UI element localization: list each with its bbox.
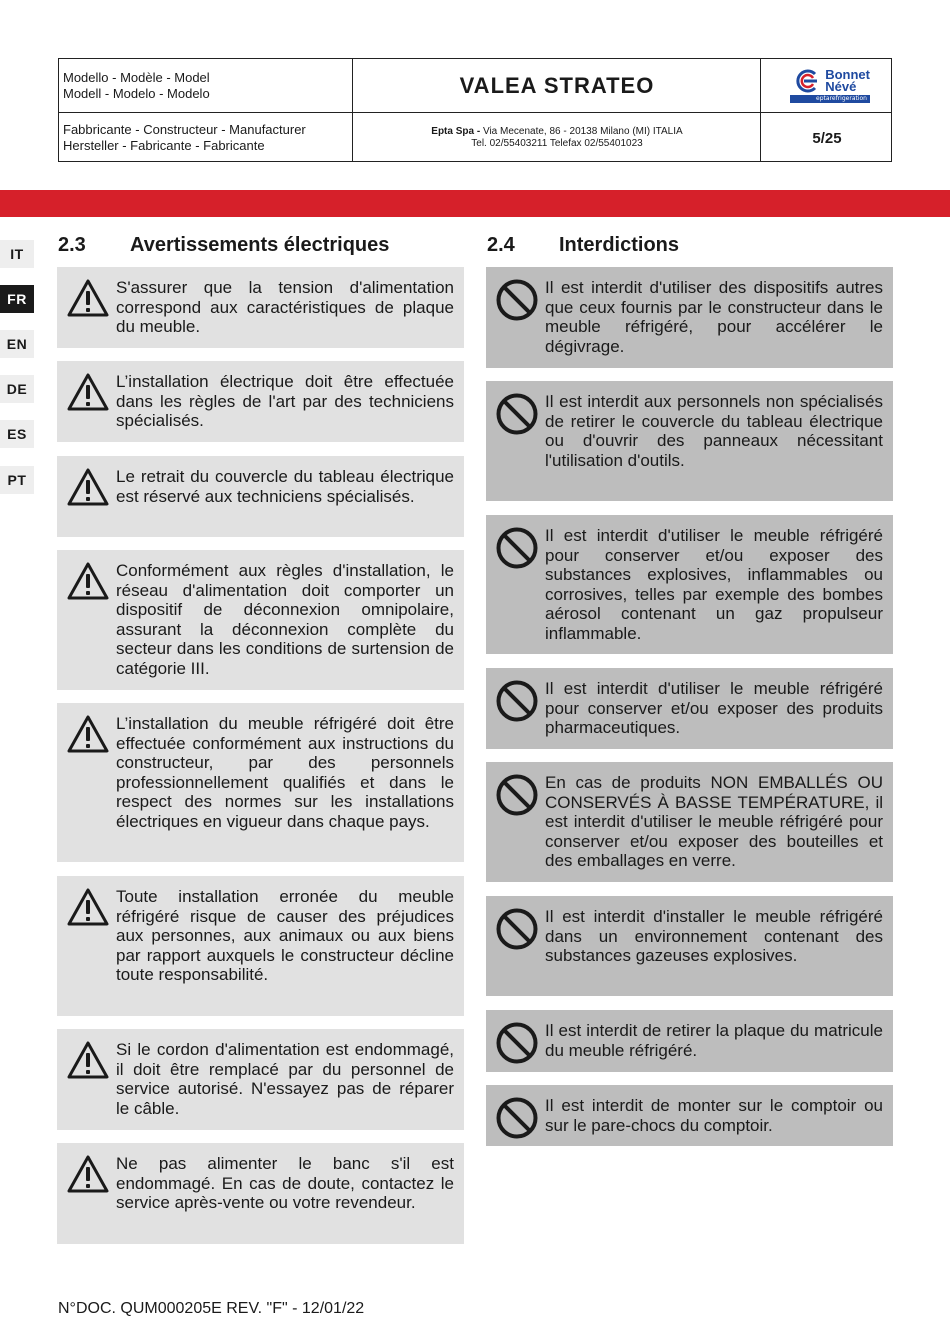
ban-item [486, 1085, 893, 1146]
warning-text: Toute installation erronée du meuble réfrigéré risque de causer des préjudices aux personnes, aux animaux ou aux biens par rapport auxquels le constructeur décline toute responsabilité. [116, 887, 454, 984]
section-heading-bans [487, 234, 679, 257]
logo-tagline: eptarefrigeration [790, 95, 870, 103]
section-title: Interdictions [559, 234, 680, 256]
warning-triangle-icon [66, 278, 110, 318]
accent-band [0, 190, 950, 217]
warning-triangle-icon [66, 467, 110, 507]
warning-item [57, 267, 464, 348]
warning-triangle-icon [66, 1040, 110, 1080]
warning-text: L’installation du meuble réfrigéré doit être effectuée conformément aux instructions du constructeur, par des personnels professionnellement qualifiés et dans le respect des normes sur les installations électriques en vigueur dans chaque pays. [116, 714, 454, 831]
section-heading-warnings [58, 234, 389, 257]
prohibited-icon [495, 278, 539, 322]
warning-triangle-icon [66, 1154, 110, 1194]
prohibited-icon [495, 907, 539, 951]
warning-triangle-icon [66, 561, 110, 601]
prohibited-icon [495, 1096, 539, 1140]
manufacturer-address: Via Mecenate, 86 - 20138 Milano (MI) ITALIA [482, 126, 683, 137]
manufacturer-contact: Tel. 02/55403211 Telefax 02/55401023 [471, 138, 643, 149]
lang-tab-pt[interactable]: PT [0, 466, 34, 494]
section-number: 2.4 [487, 234, 515, 256]
page-number-cell [761, 113, 893, 163]
warning-item [57, 703, 464, 862]
ban-text: En cas de produits NON EMBALLÉS OU CONSERVÉS À BASSE TEMPÉRATURE, il est interdit d'utiliser le meuble réfrigéré pour conserver et/ou exposer des bouteilles et des emballages en verre. [545, 773, 883, 870]
section-number: 2.3 [58, 234, 86, 256]
warning-text: Conformément aux règles d'installation, le réseau d'alimentation doit comporter un dispositif de déconnexion omnipolaire, assurant la déconnexion complète du secteur dans les conditions de surtension de catégorie III. [116, 561, 454, 678]
ban-text: Il est interdit de monter sur le comptoir ou sur le pare-chocs du comptoir. [545, 1096, 883, 1135]
warning-item [57, 456, 464, 537]
ban-item [486, 1010, 893, 1072]
ban-text: Il est interdit d'utiliser des dispositifs autres que ceux fournis par le constructeur dans le meuble réfrigéré, pour accélérer le dégivrage. [545, 278, 883, 356]
logo-line1: Bonnet [825, 66, 870, 82]
document-header [58, 58, 892, 162]
manufacturer-name: Epta Spa - [431, 126, 481, 137]
section-title: Avertissements électriques [130, 234, 390, 256]
prohibited-icon [495, 526, 539, 570]
ban-text: Il est interdit de retirer la plaque du matricule du meuble réfrigéré. [545, 1021, 883, 1060]
model-name: VALEA STRATEO [459, 72, 655, 98]
warning-text: Le retrait du couvercle du tableau électrique est réservé aux techniciens spécialisés. [116, 467, 454, 506]
warning-text: Ne pas alimenter le banc s'il est endommagé. En cas de doute, contactez le service après-vente ou votre revendeur. [116, 1154, 454, 1212]
warning-item [57, 1143, 464, 1244]
prohibited-icon [495, 392, 539, 436]
lang-tab-fr[interactable]: FR [0, 285, 34, 313]
warning-item [57, 361, 464, 442]
ban-item [486, 762, 893, 882]
warning-triangle-icon [66, 372, 110, 412]
page-number: 5/25 [812, 129, 842, 147]
warning-item [57, 876, 464, 1016]
ban-text: Il est interdit aux personnels non spécialisés de retirer le couvercle du tableau électrique ou d'ouvrir des panneaux nécessitant l'utilisation d'outils. [545, 392, 883, 470]
manufacturer-label-line: Hersteller - Fabricante - Fabricante [63, 138, 265, 153]
ban-item [486, 381, 893, 501]
bonnet-neve-logo-icon [795, 69, 821, 93]
manufacturer-info [353, 113, 761, 163]
warning-item [57, 1029, 464, 1130]
warning-text: S'assurer que la tension d'alimentation correspond aux caractéristiques de plaque du meuble. [116, 278, 454, 336]
manufacturer-label-line: Fabbricante - Constructeur - Manufacturer [63, 122, 306, 137]
brand-logo [761, 59, 893, 112]
prohibited-icon [495, 679, 539, 723]
ban-text: Il est interdit d'utiliser le meuble réfrigéré pour conserver et/ou exposer des produits pharmaceutiques. [545, 679, 883, 737]
prohibited-icon [495, 773, 539, 817]
lang-tab-en[interactable]: EN [0, 330, 34, 358]
ban-text: Il est interdit d'utiliser le meuble réfrigéré pour conserver et/ou exposer des substances explosives, inflammables ou corrosives, telles par exemple des bombes aérosol contenant un gaz propulseur inflammable. [545, 526, 883, 643]
warning-item [57, 550, 464, 690]
ban-item [486, 896, 893, 996]
model-label [59, 59, 353, 112]
warning-triangle-icon [66, 714, 110, 754]
lang-tab-de[interactable]: DE [0, 375, 34, 403]
manufacturer-label [59, 113, 353, 163]
ban-item [486, 515, 893, 654]
ban-text: Il est interdit d'installer le meuble réfrigéré dans un environnement contenant des substances gazeuses explosives. [545, 907, 883, 965]
logo-line2: Névé [825, 78, 857, 94]
warning-triangle-icon [66, 887, 110, 927]
model-label-line: Modello - Modèle - Model [63, 70, 210, 85]
prohibited-icon [495, 1021, 539, 1065]
model-label-line: Modell - Modelo - Modelo [63, 86, 210, 101]
model-name-cell [353, 59, 761, 112]
ban-item [486, 668, 893, 749]
ban-item [486, 267, 893, 368]
lang-tab-es[interactable]: ES [0, 420, 34, 448]
document-number: N°DOC. QUM000205E REV. "F" - 12/01/22 [58, 1300, 365, 1317]
warning-text: L’installation électrique doit être effectuée dans les règles de l'art par des techniciens spécialisés. [116, 372, 454, 430]
warning-text: Si le cordon d'alimentation est endommagé, il doit être remplacé par du personnel de service autorisé. N'essayez pas de réparer le câble. [116, 1040, 454, 1118]
lang-tab-it[interactable]: IT [0, 240, 34, 268]
